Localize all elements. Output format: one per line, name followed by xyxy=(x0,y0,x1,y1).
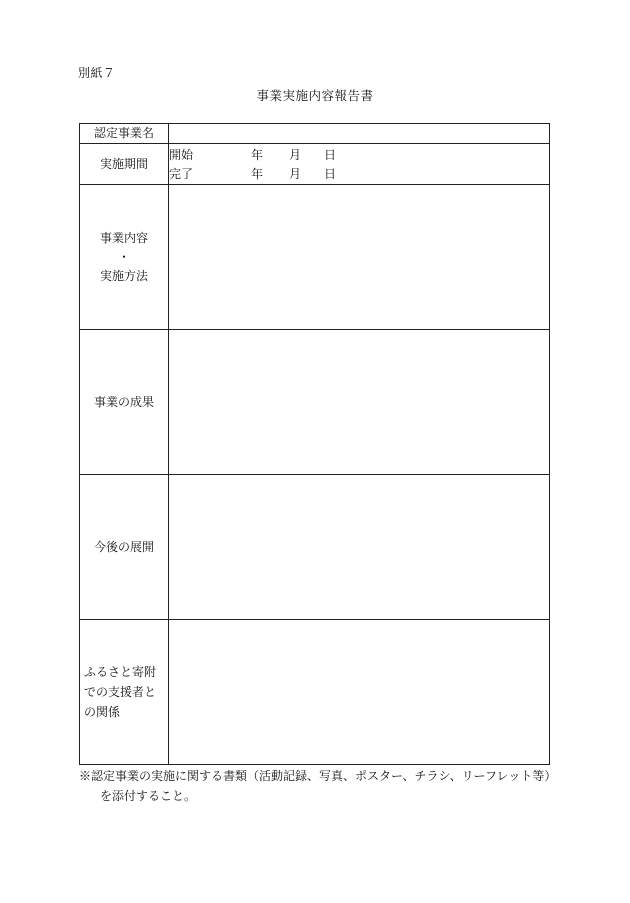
row-label-line: 事業内容 xyxy=(99,230,148,245)
project-name-field[interactable] xyxy=(169,124,550,144)
table-row-relationship xyxy=(80,620,550,765)
period-field[interactable] xyxy=(169,144,550,185)
annex-label: 別紙７ xyxy=(78,66,116,80)
row-label-line: の関係 xyxy=(84,705,121,719)
period-start-year: 年 xyxy=(251,148,264,162)
row-label-line: での支援者と xyxy=(84,685,157,699)
row-label-line: ふるさと寄附 xyxy=(84,665,157,679)
period-start-label: 開始 xyxy=(169,148,194,162)
row-label-project-name: 認定事業名 xyxy=(80,124,169,144)
content-method-field[interactable] xyxy=(169,185,550,330)
results-field[interactable] xyxy=(169,330,550,475)
table-row-period xyxy=(80,144,550,185)
row-label-content-method xyxy=(80,185,169,330)
period-end-line xyxy=(169,164,549,183)
future-field[interactable] xyxy=(169,475,550,620)
table-row-results xyxy=(80,330,550,475)
period-start-day: 日 xyxy=(324,148,337,162)
row-label-results: 事業の成果 xyxy=(80,330,169,475)
row-label-line: ・ xyxy=(117,249,130,264)
period-start-line xyxy=(169,145,549,164)
table-row-project-name xyxy=(80,124,550,144)
row-label-relationship xyxy=(80,620,169,765)
relationship-field[interactable] xyxy=(169,620,550,765)
period-end-day: 日 xyxy=(324,167,337,181)
row-label-period: 実施期間 xyxy=(80,144,169,185)
footnote-line-1: ※認定事業の実施に関する書類（活動記録、写真、ポスター、チラシ、リーフレット等） xyxy=(79,769,557,783)
period-end-year: 年 xyxy=(251,167,264,181)
footnote xyxy=(79,766,579,806)
document-title: 事業実施内容報告書 xyxy=(256,88,374,103)
row-label-future: 今後の展開 xyxy=(80,475,169,620)
table-row-future xyxy=(80,475,550,620)
table-row-content-method xyxy=(80,185,550,330)
period-start-month: 月 xyxy=(289,148,302,162)
footnote-line-2: を添付すること。 xyxy=(100,789,197,803)
period-end-month: 月 xyxy=(289,167,302,181)
row-label-line: 実施方法 xyxy=(99,268,148,283)
period-end-label: 完了 xyxy=(169,167,194,181)
report-table xyxy=(79,123,550,765)
